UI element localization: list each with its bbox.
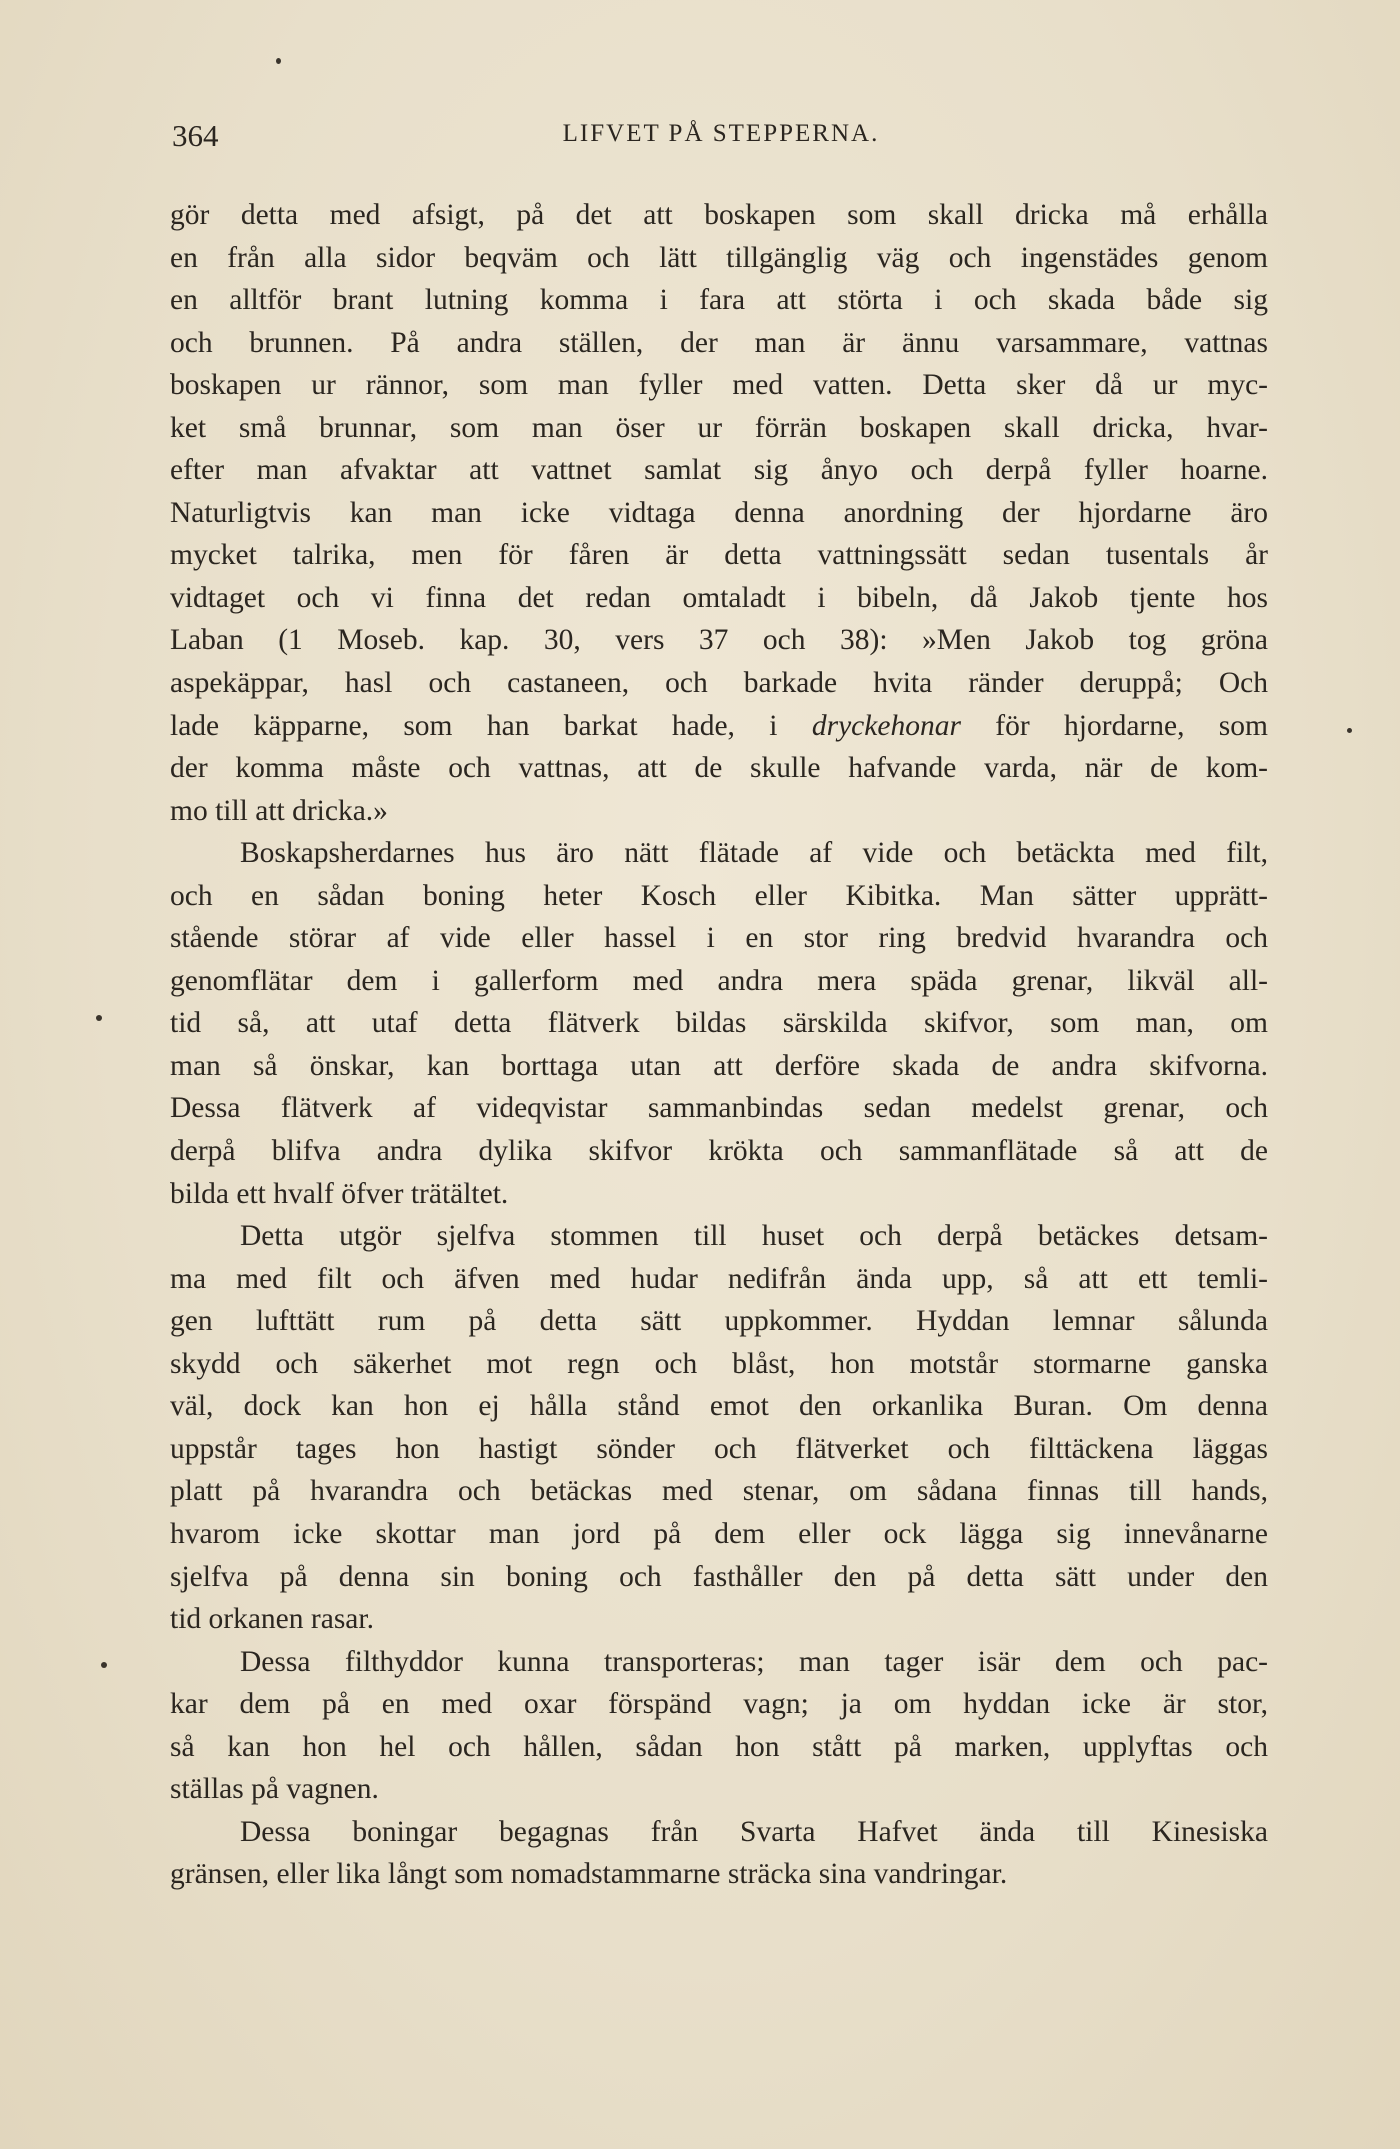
text-line: och en sådan boning heter Kosch eller Kibitka. Man sätter upprätt- [170, 879, 1268, 912]
text-line: ställas på vagnen. [170, 1773, 379, 1806]
text-line: kar dem på en med oxar förspänd vagn; ja om hyddan icke är stor, [170, 1688, 1268, 1721]
text-line: platt på hvarandra och betäckas med stenar, om sådana finnas till hands, [170, 1475, 1268, 1508]
text-line: väl, dock kan hon ej hålla stånd emot den orkanlika Buran. Om denna [170, 1390, 1268, 1423]
text-line: Dessa flätverk af videqvistar sammanbindas sedan medelst grenar, och [170, 1092, 1268, 1125]
text-line: gör detta med afsigt, på det att boskapen som skall dricka må erhålla [170, 199, 1268, 231]
text-line: Naturligtvis kan man icke vidtaga denna anordning der hjordarne äro [170, 496, 1268, 529]
text-line: skydd och säkerhet mot regn och blåst, hon motstår stormarne ganska [170, 1347, 1268, 1380]
text-line: vidtaget och vi finna det redan omtaladt i bibeln, då Jakob tjente hos [170, 581, 1268, 614]
text-line: mycket talrika, men för fåren är detta vattningssätt sedan tusentals år [170, 539, 1268, 572]
text-line: efter man afvaktar att vattnet samlat sig ånyo och derpå fyller hoarne. [170, 454, 1268, 487]
text-line: derpå blifva andra dylika skifvor krökta och sammanflätade så att de [170, 1135, 1268, 1168]
text-line: Boskapsherdarnes hus äro nätt flätade af vide och betäckta med filt, [240, 837, 1268, 870]
text-line: stående störar af vide eller hassel i en stor ring bredvid hvarandra och [170, 922, 1268, 955]
text-line: uppstår tages hon hastigt sönder och flätverket och filttäckena läggas [170, 1432, 1268, 1465]
text-line: man så önskar, kan borttaga utan att derföre skada de andra skifvorna. [170, 1049, 1268, 1082]
text-line: Dessa boningar begagnas från Svarta Hafvet ända till Kinesiska [240, 1815, 1268, 1848]
text-line: mo till att dricka.» [170, 794, 388, 827]
text-line: genomflätar dem i gallerform med andra mera späda grenar, likväl all- [170, 964, 1268, 997]
text-line: hvarom icke skottar man jord på dem eller ock lägga sig innevånarne [170, 1517, 1268, 1550]
text-line: bilda ett hvalf öfver trätältet. [170, 1177, 509, 1210]
text-line: Dessa filthyddor kunna transporteras; man tager isär dem och pac- [240, 1645, 1268, 1678]
print-speck [96, 1015, 102, 1021]
text-line: der komma måste och vattnas, att de skulle hafvande varda, när de kom- [170, 752, 1268, 785]
text-line: tid så, att utaf detta flätverk bildas särskilda skifvor, som man, om [170, 1007, 1268, 1040]
text-line: gen lufttätt rum på detta sätt uppkommer. Hyddan lemnar sålunda [170, 1305, 1268, 1338]
text-line: ket små brunnar, som man öser ur förrän boskapen skall dricka, hvar- [170, 411, 1268, 444]
text-line: gränsen, eller lika långt som nomadstammarne sträcka sina vandringar. [170, 1858, 1008, 1891]
page-number: 364 [172, 118, 219, 153]
text-line: Laban (1 Moseb. kap. 30, vers 37 och 38): »Men Jakob tog gröna [170, 624, 1268, 657]
print-speck [276, 58, 281, 64]
text-line: sjelfva på denna sin boning och fasthåller den på detta sätt under den [170, 1560, 1268, 1593]
italic-word: dryckehonar [811, 709, 961, 742]
text-line: en alltför brant lutning komma i fara att störta i och skada både sig [170, 284, 1268, 317]
text-line: boskapen ur rännor, som man fyller med vatten. Detta sker då ur myc- [170, 369, 1268, 402]
text-line: så kan hon hel och hållen, sådan hon stått på marken, upplyftas och [170, 1730, 1268, 1763]
text-line: en från alla sidor beqväm och lätt tillgänglig väg och ingenstädes genom [170, 241, 1268, 274]
text-line: aspekäppar, hasl och castaneen, och barkade hvita ränder deruppå; Och [170, 667, 1268, 700]
running-title: LIFVET PÅ STEPPERNA. [562, 120, 880, 147]
print-speck [1347, 728, 1352, 733]
print-speck [101, 1662, 107, 1668]
page-header [172, 118, 1270, 158]
text-line: tid orkanen rasar. [170, 1603, 374, 1636]
text-line: lade käpparne, som han barkat hade, i dryckehonar för hjordarne, som [170, 709, 1268, 742]
text-line: och brunnen. På andra ställen, der man är ännu varsammare, vattnas [170, 326, 1268, 359]
text-line: ma med filt och äfven med hudar nedifrån ända upp, så att ett temli- [170, 1262, 1268, 1295]
text-line: Detta utgör sjelfva stommen till huset och derpå betäckes detsam- [240, 1220, 1268, 1253]
body-text [170, 194, 1268, 1896]
